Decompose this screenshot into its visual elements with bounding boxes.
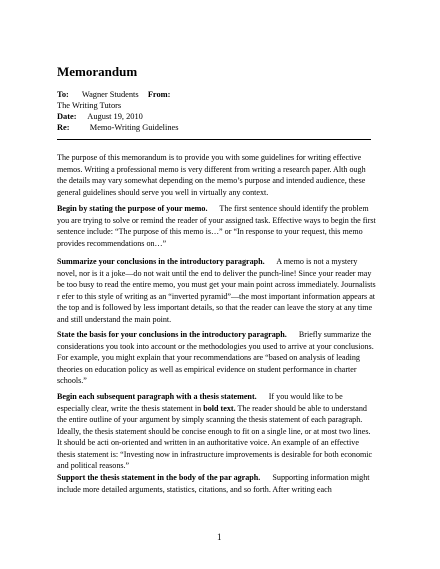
- section-purpose: [57, 203, 377, 249]
- to-label: To:: [57, 90, 69, 99]
- section-support-heading: Support the thesis statement in the body of the par agraph.: [57, 473, 261, 482]
- re-label: Re:: [57, 123, 70, 132]
- to-line: [57, 89, 170, 100]
- section-support: [57, 472, 377, 495]
- page-number: 1: [217, 532, 222, 542]
- section-thesis-body-b: The reader should be able to understand the entire outline of your argument by simply scanning the thesis statement of each paragraph. Ideally, the thesis statement should be concise enough to fit on a single line, or at most two lines. It should be acti on-oriented and written in an authoritative voice. An example of an effective thesis statement is: “Investing now in infrastructure improvements is desirable for both economic and political reasons.”: [57, 403, 373, 470]
- date-line: [57, 111, 143, 122]
- section-thesis-bold-text: bold text.: [203, 403, 236, 413]
- section-basis: [57, 329, 377, 387]
- section-summarize: [57, 256, 377, 325]
- intro-paragraph: The purpose of this memorandum is to provide you with some guidelines for writing effective memos. Writing a professional memo is very different from writing a research paper. Alth ough the details may vary somewhat depending on the memo’s purpose and intended audience, these general guidelines should serve you well in virtually any context.: [57, 153, 366, 197]
- header-divider: [57, 139, 371, 140]
- memo-title: Memorandum: [57, 64, 138, 79]
- section-summarize-body: A memo is not a mystery novel, nor is it a joke—do not wait until the end to deliver the punch-line! Since your reader may be too busy to read the entire memo, you must get your main point across immediately. Journalists r efer to this style of writing as an “inverted pyramid”—the most important information appears at the top and is followed by less important details, so that the reader can leave the story at any time and still understand the main point.: [57, 257, 376, 324]
- section-purpose-heading: Begin by stating the purpose of your memo.: [57, 204, 208, 213]
- section-purpose-body: The first sentence should identify the problem you are trying to solve or remind the reader of your assigned task. Effective ways to begin the first sentence include: “The purpose of this memo is…” or “In response to your request, this memo provides recommendations on…”: [57, 204, 376, 248]
- re-value: Memo-Writing Guidelines: [89, 123, 179, 132]
- section-support-body: Supporting information might include more detailed arguments, statistics, citations, and so forth. After writing each: [57, 473, 370, 494]
- section-summarize-heading: Summarize your conclusions in the introductory paragraph.: [57, 257, 265, 266]
- date-value: August 19, 2010: [87, 112, 143, 121]
- to-value: Wagner Students: [81, 90, 139, 99]
- section-thesis: [57, 391, 377, 472]
- section-basis-body: Briefly summarize the considerations you took into account or the methodologies you used to arrive at your conclusions. For example, you might explain that your recommendations are “based on analysis of leading theories on education policy as well as empirical evidence on student performance in charter schools.”: [57, 330, 374, 385]
- section-thesis-heading: Begin each subsequent paragraph with a thesis statement.: [57, 392, 257, 401]
- from-label: From:: [147, 90, 171, 99]
- re-line: [57, 122, 179, 133]
- section-thesis-body-a: If you would like to be especially clear, write the thesis statement in: [57, 392, 343, 413]
- from-value: The Writing Tutors: [57, 101, 122, 110]
- section-basis-heading: State the basis for your conclusions in the introductory paragraph.: [57, 330, 287, 339]
- date-label: Date:: [57, 112, 77, 121]
